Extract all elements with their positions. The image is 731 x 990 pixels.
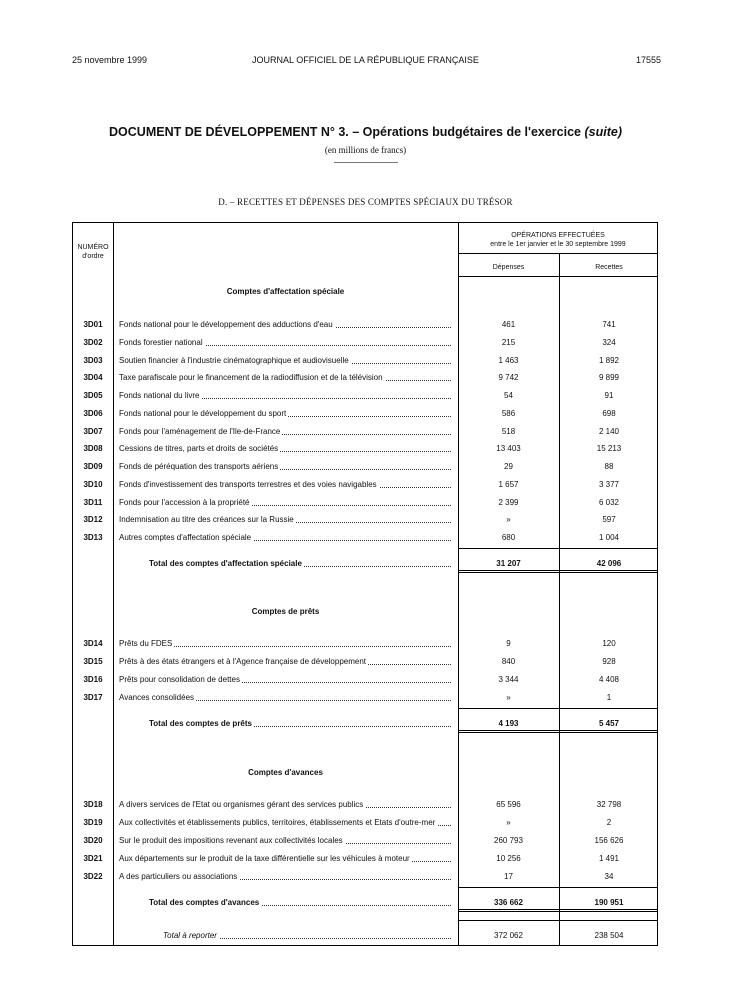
- row-code: 3D21: [83, 854, 103, 863]
- row-recettes: 9 899: [598, 373, 620, 383]
- row-label-cell: [149, 718, 451, 730]
- row-label: Sur le produit des impositions revenant aux collectivités locales: [119, 836, 343, 845]
- row-label: Total des comptes d'avances: [149, 898, 260, 907]
- document-title: [0, 125, 731, 139]
- table-row: [73, 514, 659, 526]
- row-depenses: 3 344: [498, 675, 519, 684]
- row-code: 3D03: [83, 355, 103, 365]
- row-depenses: »: [506, 515, 511, 525]
- row-depenses: 1 657: [498, 479, 519, 489]
- row-label: Prêts pour consolidation de dettes: [119, 675, 240, 684]
- row-label: Autres comptes d'affectation spéciale: [119, 533, 252, 542]
- row-label-cell: [119, 853, 451, 865]
- row-label: Indemnisation au titre des créances sur la Russie: [119, 515, 294, 525]
- row-code: 3D22: [83, 872, 103, 881]
- row-code: 3D18: [83, 800, 103, 809]
- total-row: [73, 897, 659, 909]
- row-code: 3D20: [83, 836, 103, 845]
- row-recettes: 32 798: [596, 800, 622, 809]
- table-row: [73, 355, 659, 367]
- row-recettes: 2 140: [598, 426, 620, 436]
- row-depenses: 9: [506, 639, 511, 648]
- row-label: Fonds forestier national: [119, 337, 203, 347]
- row-label-cell: [119, 497, 451, 509]
- row-recettes: 1 004: [598, 533, 620, 542]
- column-header-numero-line2: d'ordre: [82, 253, 104, 260]
- row-depenses: 1 463: [498, 355, 519, 365]
- column-header-operations-line1: OPÉRATIONS EFFECTUÉES: [511, 232, 605, 239]
- row-label-cell: [119, 319, 451, 331]
- total-row: [73, 558, 659, 570]
- row-code: 3D14: [83, 639, 103, 648]
- row-label-cell: [119, 408, 451, 420]
- row-recettes: 238 504: [594, 931, 624, 940]
- row-recettes: 15 213: [596, 444, 622, 454]
- row-recettes: 4 408: [598, 675, 620, 684]
- row-recettes: 120: [602, 639, 616, 648]
- title-rule: [334, 162, 398, 163]
- table-row: [73, 638, 659, 650]
- table-row: [73, 408, 659, 420]
- row-code: 3D13: [83, 533, 103, 542]
- section-heading: Comptes de prêts: [251, 607, 320, 616]
- row-label-cell: [119, 372, 451, 384]
- table-row: [73, 372, 659, 384]
- total-double-rule: [458, 730, 658, 733]
- table-row: [73, 390, 659, 402]
- row-depenses: 31 207: [496, 559, 521, 568]
- row-depenses: 29: [504, 462, 513, 471]
- row-recettes: 1 491: [598, 854, 620, 863]
- subtotal-rule: [458, 887, 658, 888]
- row-label: Avances consolidées: [119, 693, 195, 702]
- row-recettes: 6 032: [598, 497, 620, 507]
- row-depenses: 461: [501, 320, 516, 329]
- row-depenses: 260 793: [494, 836, 523, 845]
- row-label-cell: [149, 897, 451, 909]
- table-row: [73, 871, 659, 883]
- section-heading: Comptes d'avances: [248, 768, 323, 777]
- row-label-cell: [119, 674, 451, 686]
- row-label-cell: [119, 638, 451, 650]
- report-rule: [458, 920, 658, 921]
- row-code: 3D17: [83, 693, 103, 702]
- row-recettes: 2: [606, 818, 612, 827]
- header-journal-title: JOURNAL OFFICIEL DE LA RÉPUBLIQUE FRANÇAISE: [252, 55, 479, 65]
- row-depenses: 840: [501, 657, 516, 666]
- row-depenses: 2 399: [498, 497, 519, 507]
- row-label: A des particuliers ou associations: [119, 872, 238, 881]
- row-code: 3D08: [83, 444, 103, 454]
- row-code: 3D12: [83, 515, 103, 525]
- row-code: 3D05: [83, 391, 103, 400]
- row-label-cell: [119, 337, 451, 349]
- row-depenses: »: [506, 818, 511, 827]
- row-label-cell: [119, 799, 451, 811]
- row-label-cell: [119, 532, 451, 544]
- column-header-numero-line1: NUMÉRO: [77, 244, 109, 251]
- row-label: Total des comptes d'affectation spéciale: [149, 559, 302, 568]
- table-row: [73, 426, 659, 438]
- subtotal-rule: [458, 548, 658, 549]
- table-row: [73, 532, 659, 544]
- row-depenses: 586: [501, 408, 516, 418]
- row-label: Fonds de péréquation des transports aériens: [119, 462, 279, 471]
- row-code: 3D04: [83, 373, 103, 383]
- row-recettes: 1: [606, 693, 612, 702]
- document-title-main: DOCUMENT DE DÉVELOPPEMENT N° 3. – Opérations budgétaires de l'exercice: [109, 125, 581, 139]
- row-depenses: 336 662: [494, 898, 523, 907]
- row-code: 3D10: [83, 479, 103, 489]
- row-label-cell: [119, 514, 451, 526]
- table-row: [73, 692, 659, 704]
- row-label: Fonds pour l'aménagement de l'Ile-de-France: [119, 426, 281, 436]
- table-row: [73, 337, 659, 349]
- row-recettes: 1 892: [598, 355, 620, 365]
- row-label: Fonds national pour le développement des adductions d'eau: [119, 320, 333, 329]
- subtotal-rule: [458, 708, 658, 709]
- row-depenses: 65 596: [496, 800, 521, 809]
- row-label: Total des comptes de prêts: [149, 719, 252, 728]
- row-depenses: 17: [504, 872, 513, 881]
- row-recettes: 42 096: [596, 559, 622, 568]
- table-row: [73, 835, 659, 847]
- column-header-depenses: Dépenses: [492, 264, 525, 271]
- row-code: 3D19: [83, 818, 103, 827]
- header-date: 25 novembre 1999: [72, 55, 148, 65]
- header-divider: [458, 276, 658, 277]
- row-recettes: 88: [604, 462, 614, 471]
- row-code: 3D06: [83, 408, 103, 418]
- header-divider: [458, 253, 658, 254]
- table-row: [73, 443, 659, 455]
- row-recettes: 741: [602, 320, 616, 329]
- row-label-cell: [119, 871, 451, 883]
- row-depenses: 680: [501, 533, 516, 542]
- row-code: 3D11: [83, 497, 103, 507]
- row-label: Soutien financier à l'industrie cinématographique et audiovisuelle: [119, 355, 349, 365]
- row-depenses: 4 193: [498, 719, 519, 728]
- row-recettes: 3 377: [598, 479, 620, 489]
- table-row: [73, 497, 659, 509]
- row-label: Prêts du FDES: [119, 639, 173, 648]
- row-label: Prêts à des états étrangers et à l'Agence française de développement: [119, 657, 367, 666]
- row-depenses: 215: [501, 337, 516, 347]
- row-depenses: 54: [504, 391, 513, 400]
- table-row: [73, 461, 659, 473]
- row-label: Taxe parafiscale pour le financement de la radiodiffusion et de la télévision: [119, 373, 383, 383]
- total-double-rule: [458, 909, 658, 912]
- column-header-operations-line2: entre le 1er janvier et le 30 septembre 1999: [490, 241, 626, 248]
- row-label: Fonds d'investissement des transports terrestres et des voies navigables: [119, 479, 377, 489]
- row-label: Aux collectivités et établissements publics, territoires, établissements et Etats d'outre-mer: [119, 818, 436, 827]
- row-label-cell: [119, 461, 451, 473]
- row-recettes: 597: [602, 515, 616, 525]
- row-recettes: 190 951: [594, 898, 624, 907]
- row-label-cell: [149, 558, 451, 570]
- row-depenses: 518: [501, 426, 516, 436]
- table-row: [73, 479, 659, 491]
- total-row: [73, 718, 659, 730]
- row-code: 3D07: [83, 426, 103, 436]
- row-label: A divers services de l'Etat ou organismes gérant des services publics: [119, 800, 364, 809]
- column-header-numero: [73, 243, 113, 261]
- table-row: [73, 674, 659, 686]
- header-page-number: 17555: [635, 55, 661, 65]
- row-code: 3D16: [83, 675, 103, 684]
- row-label-cell: [163, 930, 451, 942]
- row-depenses: 372 062: [494, 931, 523, 940]
- column-header-recettes: Recettes: [595, 264, 623, 271]
- row-code: 3D01: [83, 320, 103, 329]
- row-label-cell: [119, 355, 451, 367]
- row-depenses: 9 742: [498, 373, 519, 383]
- row-recettes: 156 626: [594, 836, 624, 845]
- report-row: [73, 930, 659, 942]
- table-row: [73, 799, 659, 811]
- row-label: Total à reporter: [163, 931, 217, 940]
- row-recettes: 324: [602, 337, 616, 347]
- total-double-rule: [458, 570, 658, 573]
- row-label: Fonds pour l'accession à la propriété: [119, 497, 250, 507]
- row-recettes: 34: [604, 872, 614, 881]
- section-title: D. – RECETTES ET DÉPENSES DES COMPTES SPÉCIAUX DU TRÉSOR: [218, 197, 513, 207]
- section-heading: Comptes d'affectation spéciale: [226, 287, 345, 296]
- row-depenses: 10 256: [496, 854, 521, 863]
- document-title-suffix: (suite): [584, 125, 622, 139]
- row-label-cell: [119, 390, 451, 402]
- row-label-cell: [119, 426, 451, 438]
- row-label: Aux départements sur le produit de la taxe différentielle sur les véhicules à moteur: [119, 854, 410, 863]
- row-recettes: 5 457: [598, 719, 620, 728]
- row-label: Fonds national pour le développement du sport: [119, 408, 287, 418]
- document-subtitle: (en millions de francs): [324, 145, 407, 155]
- row-depenses: »: [506, 693, 511, 702]
- row-code: 3D02: [83, 337, 103, 347]
- row-label-cell: [119, 443, 451, 455]
- table-row: [73, 817, 659, 829]
- budget-table: [72, 222, 658, 946]
- table-row: [73, 319, 659, 331]
- table-row: [73, 656, 659, 668]
- row-recettes: 698: [602, 408, 616, 418]
- row-label-cell: [119, 656, 451, 668]
- table-row: [73, 853, 659, 865]
- row-label: Cessions de titres, parts et droits de sociétés: [119, 444, 279, 454]
- row-label-cell: [119, 479, 451, 491]
- row-recettes: 928: [602, 657, 616, 666]
- column-header-operations: [458, 231, 658, 249]
- row-label-cell: [119, 692, 451, 704]
- row-label: Fonds national du livre: [119, 391, 200, 400]
- row-depenses: 13 403: [496, 444, 521, 454]
- row-code: 3D09: [83, 462, 103, 471]
- row-label-cell: [119, 817, 451, 829]
- row-code: 3D15: [83, 657, 103, 666]
- row-recettes: 91: [604, 391, 614, 400]
- row-label-cell: [119, 835, 451, 847]
